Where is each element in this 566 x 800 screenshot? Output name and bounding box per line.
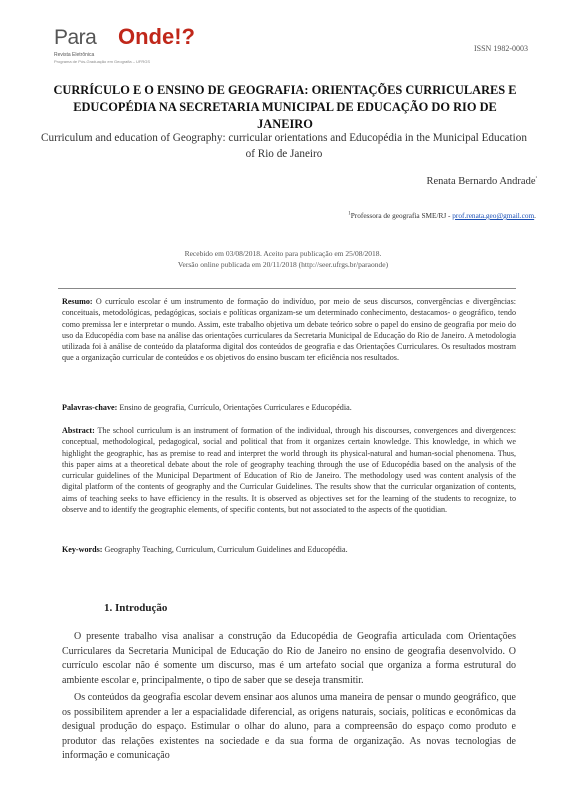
online-version: Versão online publicada em 20/11/2018 (http://seer.ufrgs.br/paraonde) <box>177 260 389 269</box>
logo-onde-text: Onde!? <box>118 24 195 49</box>
keywords-text: Geography Teaching, Curriculum, Curriculum Guidelines and Educopédia. <box>104 545 348 554</box>
resumo-label: Resumo: <box>62 297 93 306</box>
logo-para-text: Para <box>54 26 97 49</box>
keywords <box>62 544 516 555</box>
logo-program: Programa de Pós-Graduação em Geografia – UFRGS <box>54 59 151 64</box>
issn: ISSN 1982-0003 <box>473 44 528 53</box>
abstract-label: Abstract: <box>62 426 95 435</box>
affiliation-mark: 1 <box>348 211 351 217</box>
author-footnote-mark: ¹ <box>535 176 537 182</box>
author-email-link[interactable]: prof.renata.geo@gmail.com <box>452 211 535 220</box>
author-name: Renata Bernardo Andrade <box>426 176 536 187</box>
palavras-label: Palavras-chave: <box>62 403 118 412</box>
paper-title: CURRÍCULO E O ENSINO DE GEOGRAFIA: ORIENTAÇÕES CURRICULARES E EDUCOPÉDIA NA SECRETARIA MUNICIPAL DE EDUCAÇÃO DO RIO DE JANEIRO <box>53 83 517 131</box>
palavras-chave <box>62 402 516 413</box>
journal-logo <box>54 22 194 72</box>
paper-title-english: Curriculum and education of Geography: curricular orientations and Educopédia in the Municipal Education of Rio de Janeiro <box>41 132 527 160</box>
palavras-text: Ensino de geografia, Currículo, Orientações Curriculares e Educopédia. <box>119 403 352 412</box>
affiliation: $^1$Professora de geografia SME/RJ - prof.renata.geo@gmail.com. <box>348 211 536 220</box>
keywords-label: Key-words: <box>62 545 103 554</box>
intro-paragraph-1: O presente trabalho visa analisar a construção da Educopédia de Geografia articulada com Orientações Curriculares da Secretaria Municipal de Educação do Rio de Janeiro no ensino de geografia desenvolvido. O currículo escolar não é somente um discurso, mas é um artefato social que organiza a forma estrutural do ambiente escolar e, principalmente, o tipo de saber que se deseja transmitir. <box>62 631 516 686</box>
affiliation-text: Professora de geografia SME/RJ - <box>350 211 451 220</box>
received-accepted: Recebido em 03/08/2018. Aceito para publicação em 25/08/2018. <box>184 249 382 258</box>
abstract-divider <box>58 288 516 290</box>
publication-dates <box>0 248 566 270</box>
resumo <box>62 296 516 364</box>
intro-paragraph-2: Os conteúdos da geografia escolar devem ensinar aos alunos uma maneira de pensar o mundo geográfico, que os possibilitem aprender a ler a espacialidade diferencial, as origens naturais, sociais, políticas e econômicas da desigual produção do espaço. Estimular o olhar do aluno, para a compreensão do espaço como produto e produtor das relações existentes na sociedade e da sua forma de organização. As novas tecnologias de informação e comunicação <box>62 692 516 761</box>
section-heading-introducao: 1. Introdução <box>104 602 168 614</box>
abstract <box>62 425 516 515</box>
author <box>426 176 537 187</box>
logo-subtitle: Revista Eletrônica <box>54 52 95 58</box>
abstract-text: The school curriculum is an instrument of formation of the individual, through his discourses, convergences and divergences: conceptual, methodological, pedagogical, social and political that from it organizes certain knowledge. This knowledge, in which we highlight the geographic, has as premise to read and interpret the world through its physical-natural and human-social phenomena. Thus, this paper aims at a theoretical debate about the role of geography teaching through the use of Educopédia based on the analysis of the curricular guidelines of the Municipal Department of Education of Rio de Janeiro. The methodology used was content analysis of the digital platform of the contents of geography and the Curricular Guidelines. The results show that the curricular organization of contents, aims of teaching seeks to have efficiency in the results. It is observed as objectives set for the learning of the students to recognize, to observe and to identify the geographic elements, of specific contents, but not associated to the aspects of the quotidian. <box>62 426 516 515</box>
resumo-text: O currículo escolar é um instrumento de formação do indivíduo, por meio de seus discursos, convergências e divergências: conceituais, metodológicas, pedagógicas, sociais e políticas organizam-se um determinado conhecimento, destacamos- o geográfico, tendo como premissa ler e interpretar o mundo. Assim, este trabalho objetiva um debate teórico sobre o papel do ensino de geografia por meio do uso da Educopédia com base na análise das orientações curriculares da Secretaria Municipal de Educação do Rio de Janeiro. A metodologia utilizada foi à análise de conteúdo da plataforma digital dos conteúdos de geografia e das Orientações Curriculares. Os resultados mostram que a organização curricular de conteúdos e os objetivos do ensino buscam ter eficiência nos resultados. <box>62 297 516 363</box>
